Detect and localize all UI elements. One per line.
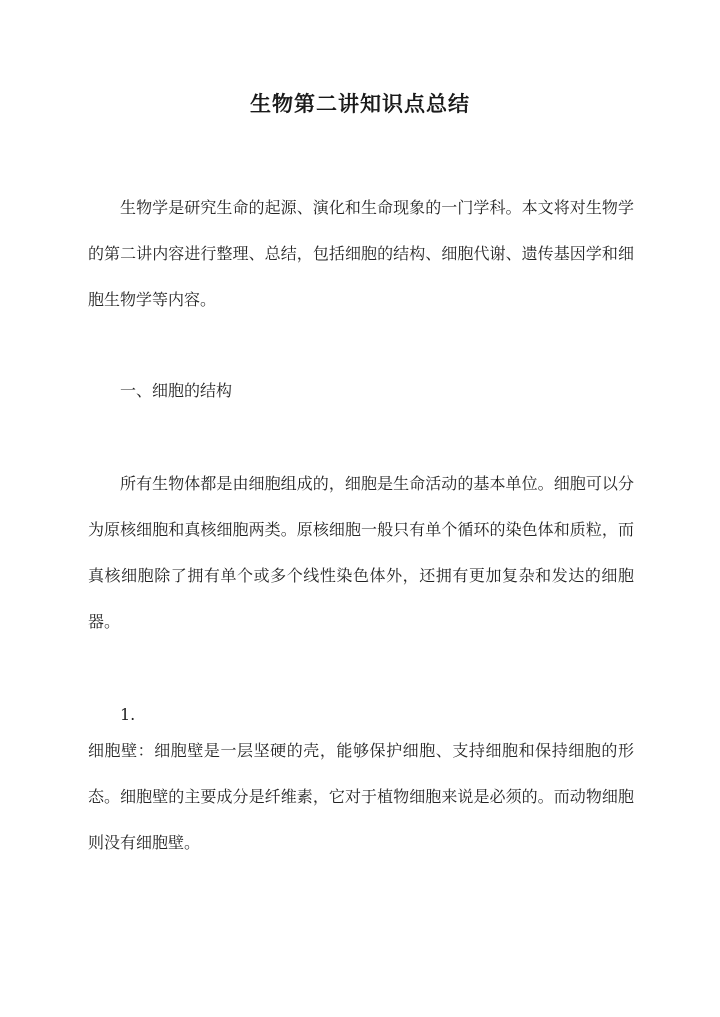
list-item-paragraph: 细胞壁：细胞壁是一层坚硬的壳，能够保护细胞、支持细胞和保持细胞的形态。细胞壁的主要成分是纤维素，它对于植物细胞来说是必须的。而动物细胞则没有细胞壁。 [88, 741, 634, 852]
section-heading: 一、细胞的结构 [120, 381, 233, 400]
section-body-paragraph: 所有生物体都是由细胞组成的，细胞是生命活动的基本单位。细胞可以分为原核细胞和真核细胞两类。原核细胞一般只有单个循环的染色体和质粒，而真核细胞除了拥有单个或多个线性染色体外，还拥有更加复杂和发达的细胞器。 [88, 474, 634, 631]
document-title: 生物第二讲知识点总结 [250, 91, 470, 116]
intro-paragraph: 生物学是研究生命的起源、演化和生命现象的一门学科。本文将对生物学的第二讲内容进行整理、总结，包括细胞的结构、细胞代谢、遗传基因学和细胞生物学等内容。 [88, 198, 634, 309]
list-item-number: 1. [120, 705, 136, 724]
